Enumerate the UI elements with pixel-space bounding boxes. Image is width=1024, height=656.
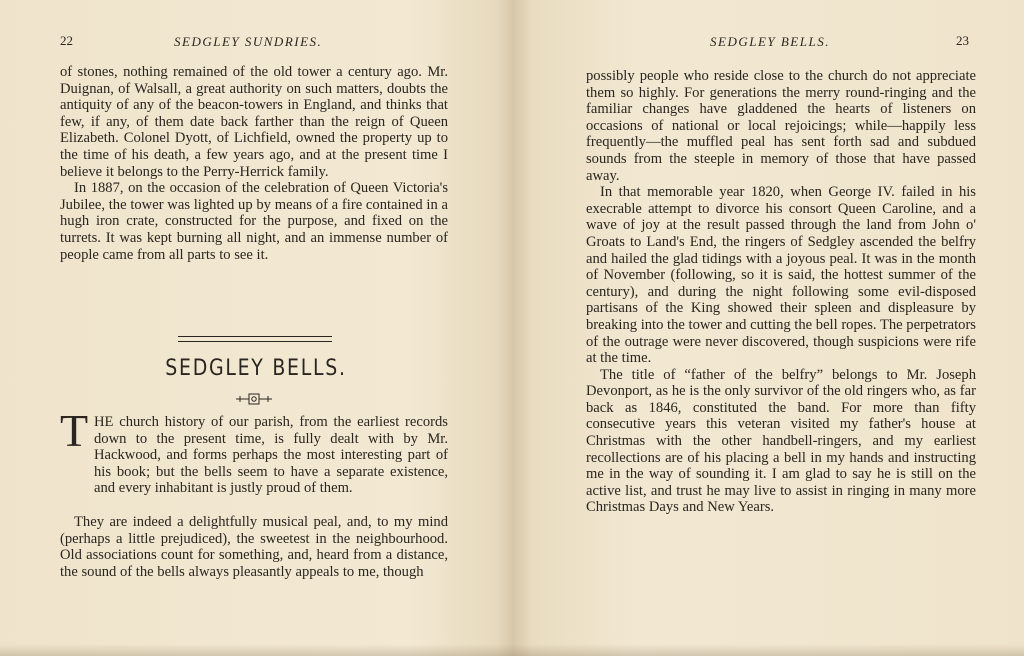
- opening-paragraph: HE church history of our parish, from the earliest records down to the present time, is fully dealt with by Mr. Hackwood, and forms perhaps the most interesting part of his book; but the bells seem to have a separate existence, and every inhabitant is justly proud of them.: [94, 414, 448, 497]
- right-text: [586, 68, 976, 516]
- opening-text-indented: [94, 414, 448, 497]
- section-title: SEDGLEY BELLS.: [165, 356, 347, 381]
- page-shadow: [0, 644, 512, 656]
- musical-paragraph: They are indeed a delightfully musical peal, and, to my mind (perhaps a little prejudiced), the sweetest in the neighbourhood. Old associations count for something, and, heard from a distance, the sound of the bells always pleasantly appeals to me, though: [60, 514, 448, 580]
- right-continued-paragraph: possibly people who reside close to the church do not appreciate them so highly. For generations the merry round-ringing and the familiar changes have gladdened the hearts of listeners on occasions of national or local rejoicings; while—happily less frequently—the muffled peal has sent forth sad and subdued sounds from the steeple in memory of those that have passed away.: [586, 68, 976, 184]
- father-of-belfry-paragraph: The title of “father of the belfry” belongs to Mr. Joseph Devonport, as he is the only survivor of the old ringers who, as far back as 1846, constituted the band. For more than fifty consecutive years this veteran visited my father's house at Christmas with the other handbell-ringers, and my earliest recollections are of his placing a bell in my hands and instructing me in the way of sounding it. I am glad to say he is still on the active list, and trust he may live to assist in ringing in many more Christmas Days and New Years.: [586, 366, 976, 516]
- right-page: [512, 0, 1024, 656]
- left-top-text: [60, 64, 448, 263]
- continued-paragraph: of stones, nothing remained of the old tower a century ago. Mr. Duignan, of Walsall, a great authority on such matters, doubts the antiquity of any of the beacon-towers in England, and thinks that few, if any, of them date back farther than the reign of Queen Elizabeth. Colonel Dyott, of Lichfield, owned the property up to the time of his death, a few years ago, and at the present time I believe it belongs to the Perry-Herrick family.: [60, 64, 448, 180]
- left-bottom-text: [60, 514, 448, 580]
- drop-cap: T: [60, 405, 89, 456]
- year-1820-paragraph: In that memorable year 1820, when George IV. failed in his execrable attempt to divorce his consort Queen Caroline, and a wave of joy at the result passed through the land from John o' Groats to Land's End, the ringers of Sedgley ascended the belfry and hailed the glad tidings with a joyous peal. It was in the month of November (following, so it is said, the hottest summer of the century), and during the night following some evil-disposed partisans of the King showed their spleen and displeasure by breaking into the tower and cutting the bell ropes. The perpetrators of the outrage were never discovered, though suspicions were rife at the time.: [586, 184, 976, 367]
- page-shadow-right: [512, 644, 1024, 656]
- right-running-header: SEDGLEY BELLS.: [710, 34, 830, 49]
- section-divider-rule: [178, 336, 332, 342]
- left-page-number: 22: [60, 33, 73, 48]
- left-running-header: SEDGLEY SUNDRIES.: [174, 34, 323, 49]
- ornament-icon: [236, 392, 272, 406]
- right-page-number: 23: [956, 33, 969, 48]
- jubilee-paragraph: In 1887, on the occasion of the celebration of Queen Victoria's Jubilee, the tower was lighted up by means of a fire contained in a hugh iron crate, constructed for the purpose, and fixed on the turrets. It was kept burning all night, and an immense number of people came from all parts to see it.: [60, 180, 448, 263]
